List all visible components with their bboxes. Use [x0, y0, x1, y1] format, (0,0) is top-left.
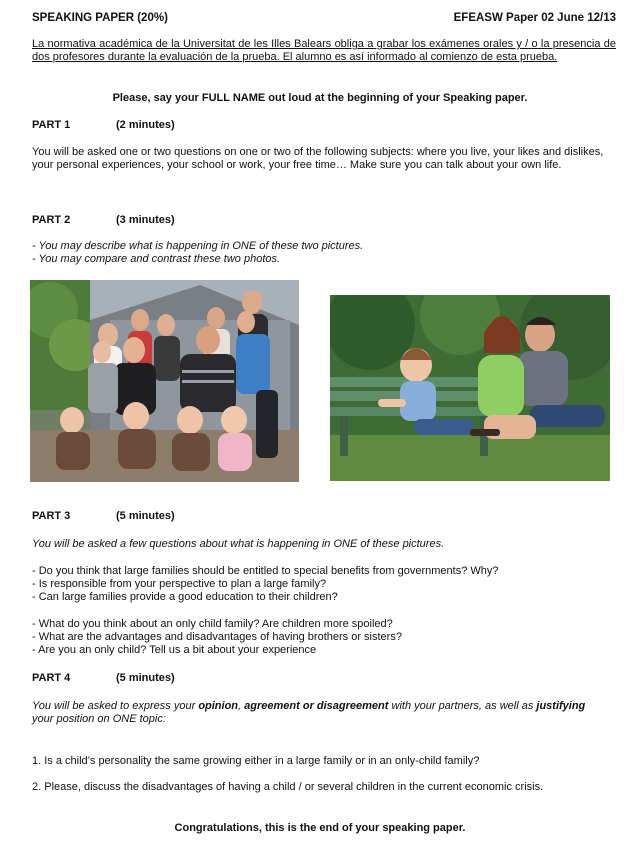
large-family-photo	[30, 280, 299, 482]
part4-duration: (5 minutes)	[116, 672, 175, 684]
part2-line: - You may compare and contrast these two photos.	[32, 253, 281, 265]
name-instruction: Please, say your FULL NAME out loud at the beginning of your Speaking paper.	[112, 92, 528, 104]
closing-message: Congratulations, this is the end of your speaking paper.	[174, 822, 466, 834]
part4-intro-justifying: justifying	[536, 700, 586, 712]
part1-duration: (2 minutes)	[116, 119, 175, 131]
part4-topic: 1. Is a child’s personality the same growing either in a large family or in an only-child family?	[32, 755, 480, 767]
part1-label: PART 1	[32, 119, 71, 131]
part2-line: - You may describe what is happening in ONE of these two pictures.	[32, 240, 364, 252]
part2-label: PART 2	[32, 214, 71, 226]
part3-duration: (5 minutes)	[116, 510, 175, 522]
part4-intro-opinion: opinion	[198, 700, 239, 712]
paper-id: EFEASW Paper 02 June 12/13	[453, 12, 616, 24]
part4-intro	[32, 700, 592, 726]
part4-label: PART 4	[32, 672, 71, 684]
single-child-photo	[330, 295, 610, 481]
part4-intro-agreement: agreement or disagreement	[244, 700, 389, 712]
part3-label: PART 3	[32, 510, 71, 522]
part4-intro-text: ,	[238, 700, 245, 712]
part2-duration: (3 minutes)	[116, 214, 175, 226]
part4-topic: 2. Please, discuss the disadvantages of having a child / or several children in the current economic crisis.	[32, 781, 544, 793]
part3-question: - Can large families provide a good education to their children?	[32, 591, 338, 603]
part3-question: - What do you think about an only child family? Are children more spoiled?	[32, 618, 393, 630]
part4-intro-text: your position on ONE topic:	[32, 713, 166, 725]
part4-intro-text: with your partners, as well as	[388, 700, 537, 712]
part3-question: - Do you think that large families should be entitled to special benefits from governments? Why?	[32, 565, 499, 577]
document-title: SPEAKING PAPER (20%)	[32, 12, 168, 24]
part3-question: - What are the advantages and disadvantages of having brothers or sisters?	[32, 631, 402, 643]
part3-intro: You will be asked a few questions about what is happening in ONE of these pictures.	[32, 538, 445, 550]
part3-question: - Is responsible from your perspective to plan a large family?	[32, 578, 327, 590]
part4-intro-text: You will be asked to express your	[32, 700, 199, 712]
part3-question: - Are you an only child? Tell us a bit about your experience	[32, 644, 317, 656]
legal-notice: La normativa académica de la Universitat de les Illes Balears obliga a grabar los exámenes orales y / o la presencia de dos profesores durante la evaluación de la prueba. El alumno es así informado al comienzo de esta prueba.	[32, 38, 616, 63]
part1-text: You will be asked one or two questions on one or two of the following subjects: where you live, your likes and dislikes, your personal experiences, your school or work, your free time… Make sure you can talk about your own life.	[32, 146, 604, 171]
